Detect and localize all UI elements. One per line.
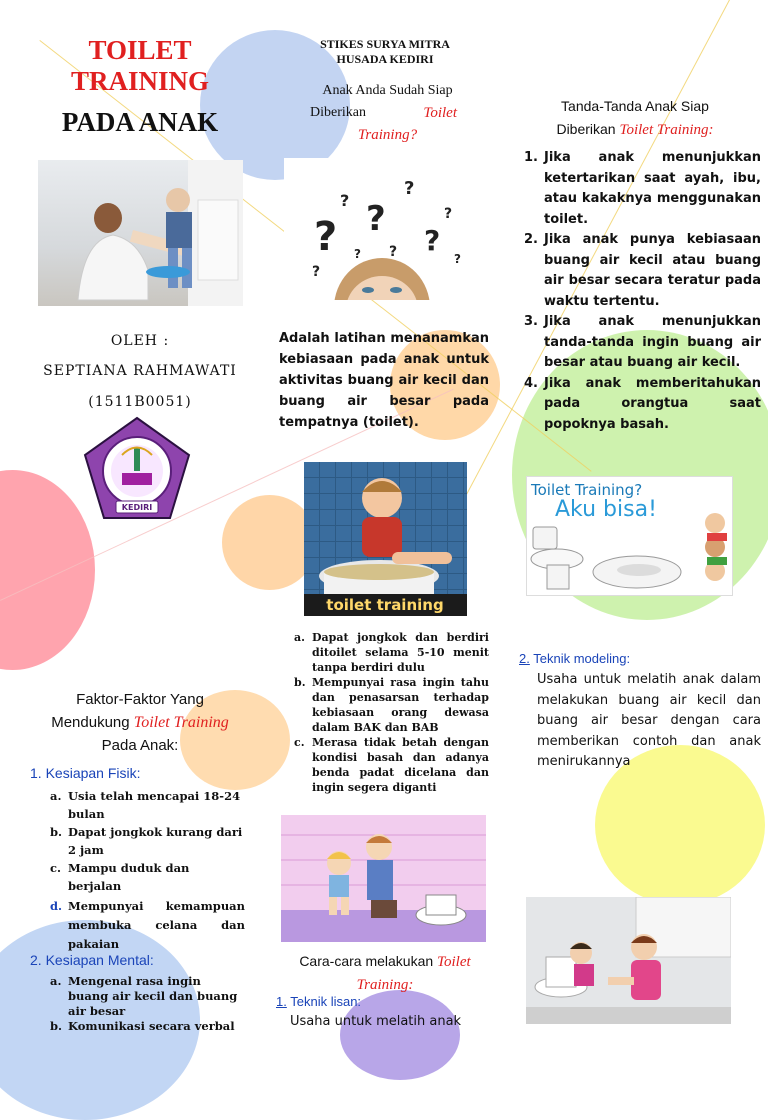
fisik-item-marker: c. — [50, 861, 62, 875]
aku-bisa-banner — [526, 476, 733, 596]
tanda-item-marker: 4. — [524, 375, 538, 391]
faktor-line1: Faktor-Faktor Yang — [76, 691, 204, 708]
lisan-title: Teknik lisan: — [290, 994, 362, 1009]
faktor-line2a: Mendukung — [51, 714, 134, 731]
question-line3: Training? — [357, 127, 418, 143]
tanda-item-text: Jika anak punya kebiasaan buang air kecil atau buang air besar secara teratur pada waktu tertentu. — [544, 232, 761, 309]
faktor-heading — [30, 688, 250, 757]
modeling-title: Teknik modeling: — [533, 651, 631, 666]
toddler-toilet-photo — [304, 462, 467, 616]
svg-text:?: ? — [366, 199, 386, 239]
question-line2 — [290, 102, 485, 124]
mental-item-text: Mengenal rasa ingin buang air kecil dan buang air besar — [68, 974, 238, 1018]
mental-title: Kesiapan Mental: — [45, 952, 154, 968]
lisan-text: Usaha untuk melatih anak — [290, 1014, 462, 1029]
fisik-num: 1. — [30, 765, 42, 781]
lisan-heading — [276, 994, 361, 1009]
banner-line1: Toilet Training? — [531, 481, 643, 499]
fisik-item-marker: b. — [50, 825, 63, 839]
fisik-title: Kesiapan Fisik: — [45, 765, 141, 781]
mental-item-marker: b. — [50, 1019, 63, 1033]
fisik-item-text: Usia telah mencapai 18-24 bulan — [68, 789, 241, 821]
bg-circle-orange-mid — [222, 495, 317, 590]
author-nim: (1511B0051) — [88, 394, 192, 410]
readiness-item — [294, 675, 489, 735]
fisik-item-marker: d. — [50, 899, 63, 913]
fisik-item-text: Mampu duduk dan berjalan — [68, 861, 190, 893]
cara-a: Cara-cara melakukan — [299, 953, 438, 969]
mental-item-marker: a. — [50, 974, 62, 988]
question-heading — [290, 80, 485, 146]
tanda-item-text: Jika anak memberitahukan pada orangtua saat popoknya basah. — [544, 375, 761, 432]
author-name: SEPTIANA RAHMAWATI — [43, 363, 237, 379]
readiness-item-text: Merasa tidak betah dengan kondisi basah dan adanya benda padat dicelana dan ingin segera diganti — [312, 736, 489, 794]
mother-child-toilet-photo — [526, 897, 731, 1024]
svg-text:?: ? — [424, 224, 441, 257]
readiness-item-marker: b. — [294, 676, 306, 689]
cartoon-bathroom-illustration — [281, 815, 486, 942]
svg-text:?: ? — [354, 247, 361, 261]
modeling-text: Usaha untuk melatih anak dalam melakukan buang air kecil dan buang air besar dengan cara memberikan contoh dan anak menirukannya — [537, 672, 761, 769]
tanda-list — [524, 148, 761, 435]
tanda-item-marker: 2. — [524, 232, 538, 247]
logo-text: KEDIRI — [121, 503, 153, 512]
mental-list — [50, 974, 245, 1034]
faktor-line2b: Toilet Training — [133, 714, 229, 731]
tanda-item-text: Jika anak menunjukkan tanda-tanda ingin buang air besar atau buang air kecil. — [544, 314, 761, 370]
faktor-line2 — [30, 711, 250, 734]
tanda-item-text: Jika anak menunjukkan ketertarikan saat ayah, ibu, atau kakaknya menggunakan toilet. — [544, 150, 761, 227]
bg-circle-pink-left — [0, 470, 95, 670]
definition-text: Adalah latihan menanamkan kebiasaan pada anak untuk aktivitas buang air kecil dan buang air besar pada tempatnya (toilet). — [279, 331, 489, 430]
mental-heading — [30, 952, 154, 968]
lisan-num: 1. — [276, 994, 287, 1009]
title-line3: PADA ANAK — [61, 107, 219, 137]
tanda-item — [524, 312, 761, 374]
fisik-heading — [30, 765, 141, 781]
svg-text:?: ? — [444, 206, 453, 222]
mental-item — [50, 1019, 245, 1034]
question-line2b: Toilet — [423, 105, 457, 121]
svg-text:?: ? — [314, 214, 338, 260]
fisik-item-text: Mempunyai kemampuan membuka celana dan pakaian — [68, 899, 245, 951]
tanda-item — [524, 374, 761, 436]
tanda-item — [524, 230, 761, 312]
toddler-photo-caption: toilet training — [326, 596, 444, 614]
fisik-item — [50, 859, 245, 895]
question-marks-photo — [284, 158, 486, 300]
cara-c: Training: — [356, 977, 414, 993]
fisik-item — [50, 787, 245, 823]
tanda-heading — [520, 95, 750, 142]
school-line2: HUSADA KEDIRI — [336, 52, 434, 66]
readiness-item — [294, 630, 489, 675]
tanda-item-marker: 1. — [524, 150, 538, 165]
mental-item-text: Komunikasi secara verbal — [68, 1019, 235, 1033]
mental-item — [50, 974, 245, 1019]
tanda-item — [524, 148, 761, 230]
modeling-heading — [519, 651, 630, 666]
fisik-list — [50, 787, 245, 954]
question-line1: Anak Anda Sudah Siap — [322, 83, 453, 98]
faktor-line3: Pada Anak: — [101, 737, 179, 754]
svg-text:?: ? — [454, 252, 461, 266]
readiness-item-text: Dapat jongkok dan berdiri ditoilet selama 5-10 menit tanpa berdiri dulu — [312, 631, 489, 674]
title-line2: TRAINING — [70, 66, 210, 96]
tanda-line2a: Diberikan — [556, 121, 620, 137]
school-line1: STIKES SURYA MITRA — [320, 37, 450, 51]
readiness-item-marker: a. — [294, 631, 305, 644]
cara-b: Toilet — [437, 954, 471, 970]
question-line2a: Diberikan — [310, 105, 366, 120]
modeling-num: 2. — [519, 651, 530, 666]
fisik-item — [50, 897, 245, 954]
mother-child-photo — [38, 160, 243, 306]
tanda-item-marker: 3. — [524, 314, 538, 329]
readiness-list — [294, 630, 489, 795]
school-name — [290, 37, 480, 67]
banner-line2: Aku bisa! — [555, 497, 657, 522]
fisik-item-marker: a. — [50, 789, 62, 803]
svg-text:?: ? — [312, 264, 321, 280]
institution-logo — [82, 415, 192, 523]
svg-text:?: ? — [389, 244, 398, 260]
fisik-item — [50, 823, 245, 859]
mental-num: 2. — [30, 952, 42, 968]
tanda-line1: Tanda-Tanda Anak Siap — [561, 98, 709, 114]
readiness-item — [294, 735, 489, 795]
svg-text:?: ? — [404, 178, 415, 199]
readiness-item-text: Mempunyai rasa ingin tahu dan penasarsan terhadap kebiasaan orang dewasa dalam BAK dan BAB — [312, 676, 489, 734]
tanda-line2 — [520, 118, 750, 142]
title-line1: TOILET — [88, 35, 192, 65]
svg-text:?: ? — [340, 191, 350, 210]
cara-heading — [280, 950, 490, 996]
tanda-line2b: Toilet Training: — [619, 122, 714, 138]
readiness-item-marker: c. — [294, 736, 305, 749]
fisik-item-text: Dapat jongkok kurang dari 2 jam — [68, 825, 243, 857]
oleh-label: OLEH : — [110, 333, 170, 349]
